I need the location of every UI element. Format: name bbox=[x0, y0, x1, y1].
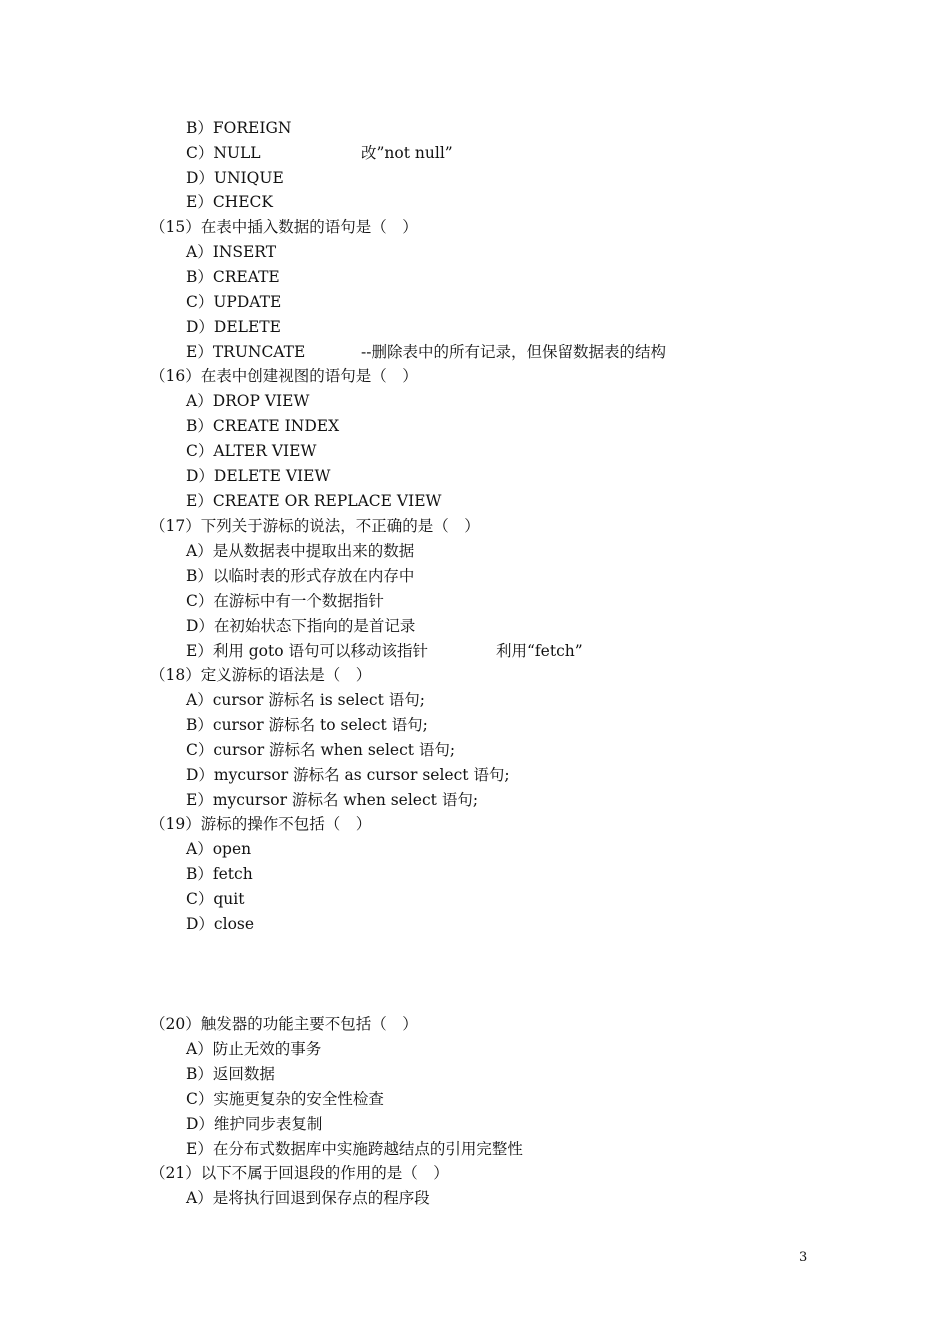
option-c: C）实施更复杂的安全性检查 bbox=[186, 1090, 384, 1108]
option-a: A）防止无效的事务 bbox=[186, 1040, 322, 1058]
option-e: E）在分布式数据库中实施跨越结点的引用完整性 bbox=[186, 1140, 523, 1158]
option-d: D）close bbox=[186, 915, 255, 933]
option-b: B）以临时表的形式存放在内存中 bbox=[186, 567, 415, 585]
question-17: （17）下列关于游标的说法，不正确的是（ ） bbox=[150, 517, 480, 535]
option-a: A）DROP VIEW bbox=[186, 392, 310, 410]
option-d: D）维护同步表复制 bbox=[186, 1115, 323, 1133]
option-c: C）在游标中有一个数据指针 bbox=[186, 592, 384, 610]
question-18: （18）定义游标的语法是（ ） bbox=[150, 666, 372, 684]
option-e: E）TRUNCATE bbox=[186, 343, 306, 361]
option-a: A）是将执行回退到保存点的程序段 bbox=[186, 1189, 430, 1207]
option-a: A）INSERT bbox=[186, 243, 277, 261]
option-b: B）CREATE INDEX bbox=[186, 417, 340, 435]
annotation-note: 利用“fetch” bbox=[496, 642, 583, 660]
option-e: E）mycursor 游标名 when select 语句; bbox=[186, 791, 479, 809]
question-16: （16）在表中创建视图的语句是（ ） bbox=[150, 367, 418, 385]
option-d: D）在初始状态下指向的是首记录 bbox=[186, 617, 416, 635]
option-a: A）cursor 游标名 is select 语句; bbox=[186, 691, 425, 709]
option-e: E）CHECK bbox=[186, 193, 273, 211]
question-20: （20）触发器的功能主要不包括（ ） bbox=[150, 1015, 418, 1033]
option-e: E）CREATE OR REPLACE VIEW bbox=[186, 492, 442, 510]
option-b: B）cursor 游标名 to select 语句; bbox=[186, 716, 428, 734]
option-a: A）open bbox=[186, 840, 252, 858]
option-b: B）FOREIGN bbox=[186, 119, 292, 137]
option-d: D）DELETE VIEW bbox=[186, 467, 331, 485]
question-21: （21）以下不属于回退段的作用的是（ ） bbox=[150, 1164, 449, 1182]
option-d: D）mycursor 游标名 as cursor select 语句; bbox=[186, 766, 510, 784]
option-e: E）利用 goto 语句可以移动该指针 bbox=[186, 642, 428, 660]
page-number: 3 bbox=[799, 1250, 808, 1265]
option-c: C）NULL bbox=[186, 144, 261, 162]
option-c: C）ALTER VIEW bbox=[186, 442, 317, 460]
option-b: B）CREATE bbox=[186, 268, 280, 286]
option-d: D）UNIQUE bbox=[186, 169, 284, 187]
option-d: D）DELETE bbox=[186, 318, 281, 336]
annotation-note: 改”not null” bbox=[361, 144, 453, 162]
option-b: B）返回数据 bbox=[186, 1065, 275, 1083]
option-b: B）fetch bbox=[186, 865, 253, 883]
option-c: C）UPDATE bbox=[186, 293, 282, 311]
annotation-note: --删除表中的所有记录，但保留数据表的结构 bbox=[361, 343, 666, 361]
option-c: C）quit bbox=[186, 890, 245, 908]
option-c: C）cursor 游标名 when select 语句; bbox=[186, 741, 456, 759]
question-19: （19）游标的操作不包括（ ） bbox=[150, 815, 372, 833]
question-15: （15）在表中插入数据的语句是（ ） bbox=[150, 218, 418, 236]
option-a: A）是从数据表中提取出来的数据 bbox=[186, 542, 415, 560]
